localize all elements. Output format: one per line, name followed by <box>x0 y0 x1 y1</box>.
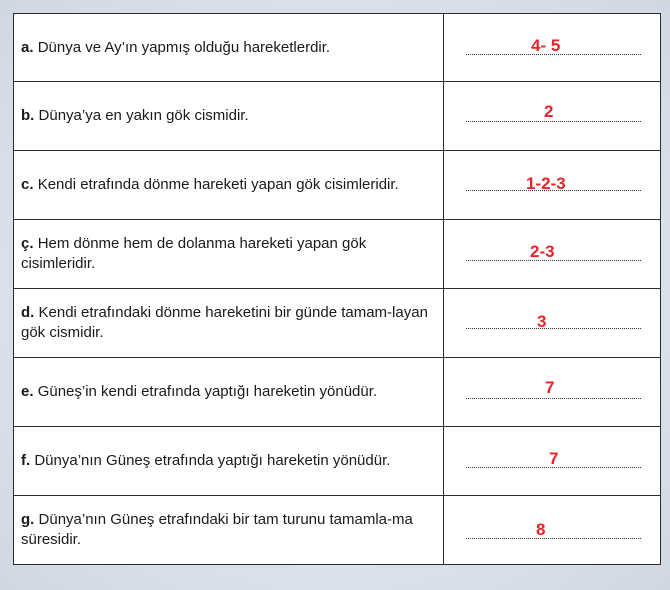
table-row <box>13 82 661 151</box>
answer-cell <box>444 496 660 564</box>
handwritten-answer: 1-2-3 <box>526 174 566 193</box>
question-text: Dünya’ya en yakın gök cismidir. <box>38 107 249 124</box>
question-letter: d. <box>21 304 35 321</box>
question-cell <box>14 427 444 495</box>
answer-cell <box>444 289 660 357</box>
table-row <box>13 220 661 289</box>
question-letter: g. <box>21 511 35 528</box>
handwritten-answer: 7 <box>549 449 559 468</box>
question-letter: b. <box>21 107 35 124</box>
answer-cell <box>444 151 660 219</box>
table-row <box>13 289 661 358</box>
question-text: Dünya’nın Güneş etrafındaki bir tam turunu tamamla-ma süresidir. <box>21 511 413 548</box>
answer-cell <box>444 14 660 81</box>
question-cell <box>14 220 444 288</box>
answer-cell <box>444 427 660 495</box>
table-row <box>13 13 661 82</box>
handwritten-answer: 4- 5 <box>531 36 561 55</box>
question-text: Kendi etrafında dönme hareketi yapan gök cisimleridir. <box>37 176 399 193</box>
question-cell <box>14 289 444 357</box>
answer-cell <box>444 82 660 150</box>
answer-dotted-line <box>466 538 641 539</box>
question-letter: a. <box>21 38 34 56</box>
handwritten-answer: 8 <box>536 520 546 539</box>
table-row <box>13 151 661 220</box>
answer-table <box>13 13 661 565</box>
question-letter: e. <box>21 383 34 400</box>
question-cell <box>14 151 444 219</box>
question-cell <box>14 82 444 150</box>
question-text: Güneş’in kendi etrafında yaptığı hareketin yönüdür. <box>37 383 378 400</box>
question-text: Dünya ve Ay’ın yapmış olduğu hareketlerdir. <box>37 38 331 56</box>
answer-dotted-line <box>466 398 641 399</box>
question-letter: f. <box>21 452 31 469</box>
question-text: Kendi etrafındaki dönme hareketini bir günde tamam-layan gök cismidir. <box>21 304 428 341</box>
handwritten-answer: 3 <box>537 312 547 331</box>
question-cell <box>14 358 444 426</box>
question-letter: ç. <box>21 235 34 252</box>
question-cell <box>14 496 444 564</box>
handwritten-answer: 7 <box>545 378 555 397</box>
answer-dotted-line <box>466 328 641 329</box>
question-text: Hem dönme hem de dolanma hareketi yapan gök cisimleridir. <box>21 235 367 272</box>
table-row <box>13 496 661 565</box>
handwritten-answer: 2-3 <box>530 242 555 261</box>
handwritten-answer: 2 <box>544 102 554 121</box>
table-row <box>13 358 661 427</box>
question-letter: c. <box>21 176 34 193</box>
table-row <box>13 427 661 496</box>
question-cell <box>14 14 444 81</box>
answer-cell <box>444 358 660 426</box>
question-text: Dünya’nın Güneş etrafında yaptığı hareketin yönüdür. <box>34 452 391 469</box>
answer-cell <box>444 220 660 288</box>
answer-dotted-line <box>466 121 641 122</box>
